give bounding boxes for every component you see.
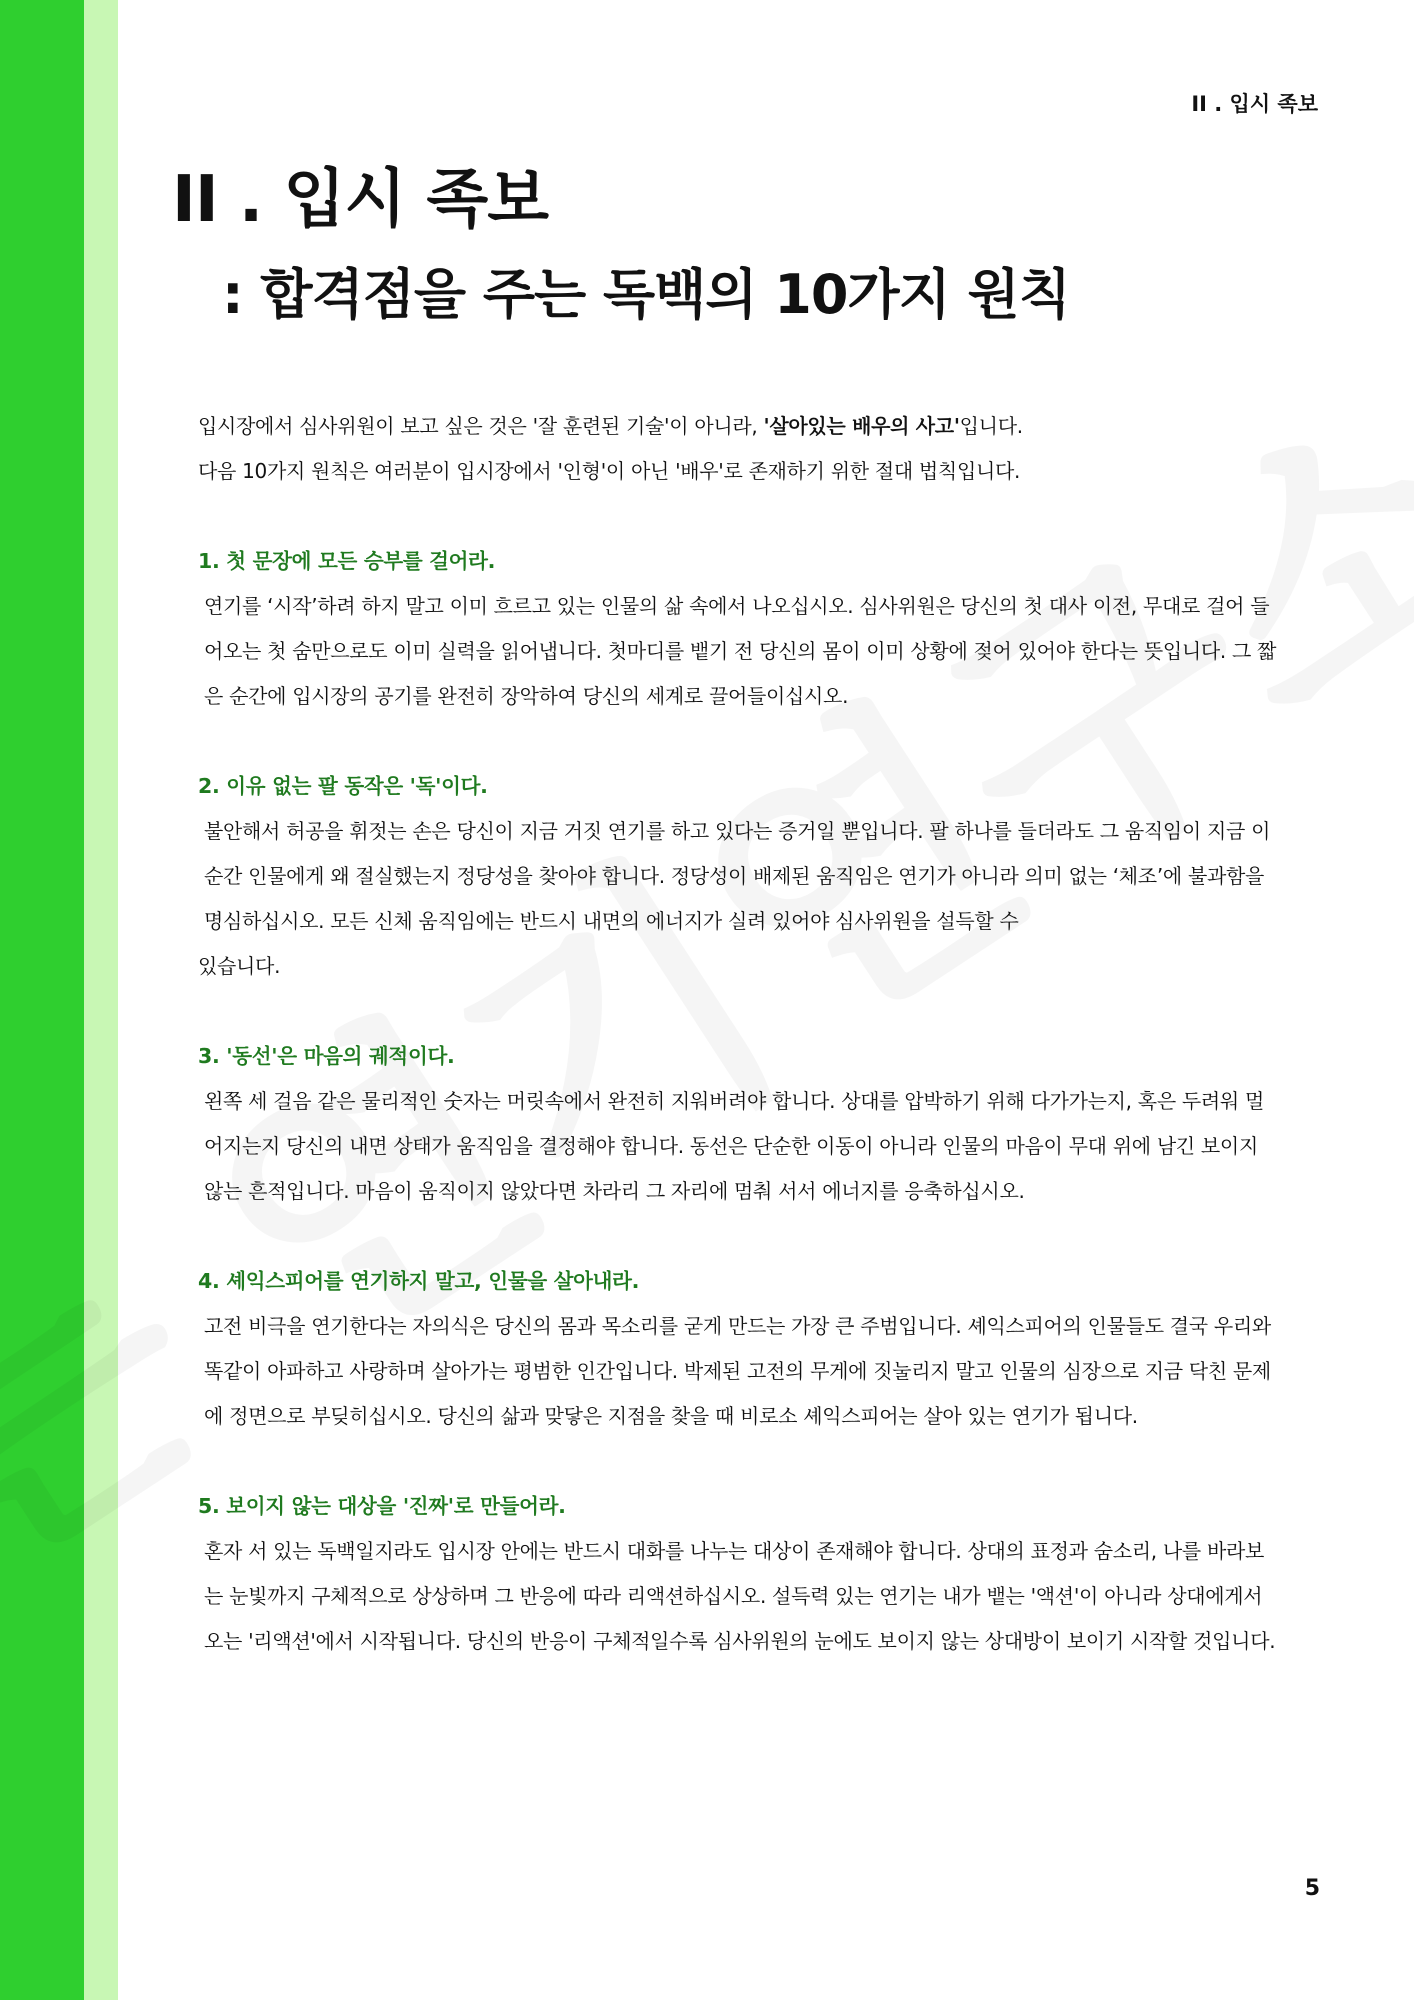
principle-1 bbox=[198, 539, 1280, 719]
principle-body: 불안해서 허공을 휘젓는 손은 당신이 지금 거짓 연기를 하고 있다는 증거일 뿐입니다. 팔 하나를 들더라도 그 움직임이 지금 이 순간 인물에게 왜 절실했는지 정당성을 찾아야 합니다. 정당성이 배제된 움직임은 연기가 아니라 의미 없는 ‘체조’에 불과함을 명심하십시오. 모든 신체 움직임에는 반드시 내면의 에너지가 실려 있어야 심사위원을 설득할 수 bbox=[204, 819, 1271, 933]
principle-body: 왼쪽 세 걸음 같은 물리적인 숫자는 머릿속에서 완전히 지워버려야 합니다. 상대를 압박하기 위해 다가가는지, 혹은 두려워 멀어지는지 당신의 내면 상태가 움직임을 결정해야 합니다. 동선은 단순한 이동이 아니라 인물의 마음이 무대 위에 남긴 보이지 않는 흔적입니다. 마음이 움직이지 않았다면 차라리 그 자리에 멈춰 서서 에너지를 응축하십시오. bbox=[204, 1089, 1265, 1203]
principle-title: 1. 첫 문장에 모든 승부를 걸어라. bbox=[198, 549, 496, 573]
left-accent-stripe bbox=[84, 0, 118, 2000]
page-subtitle: : 합격점을 주는 독백의 10가지 원칙 bbox=[222, 263, 1070, 326]
principle-title: 3. '동선'은 마음의 궤적이다. bbox=[198, 1044, 455, 1068]
intro-paragraph bbox=[198, 404, 1280, 494]
intro-text-second: 다음 10가지 원칙은 여러분이 입시장에서 '인형'이 아닌 '배우'로 존재하기 위한 절대 법칙입니다. bbox=[198, 459, 1021, 483]
principle-3 bbox=[198, 1034, 1280, 1214]
document-body bbox=[198, 404, 1280, 1709]
page-number: 5 bbox=[1304, 1876, 1320, 1901]
principle-title: 5. 보이지 않는 대상을 '진짜'로 만들어라. bbox=[198, 1494, 566, 1518]
principle-body: 연기를 ‘시작’하려 하지 말고 이미 흐르고 있는 인물의 삶 속에서 나오십시오. 심사위원은 당신의 첫 대사 이전, 무대로 걸어 들어오는 첫 숨만으로도 이미 실력을 읽어냅니다. 첫마디를 뱉기 전 당신의 몸이 이미 상황에 젖어 있어야 한다는 뜻입니다. 그 짧은 순간에 입시장의 공기를 완전히 장악하여 당신의 세계로 끌어들이십시오. bbox=[204, 594, 1277, 708]
left-accent-bar bbox=[0, 0, 84, 2000]
running-header: II . 입시 족보 bbox=[1191, 92, 1318, 116]
principle-2 bbox=[198, 764, 1280, 989]
principle-body: 고전 비극을 연기한다는 자의식은 당신의 몸과 목소리를 굳게 만드는 가장 큰 주범입니다. 셰익스피어의 인물들도 결국 우리와 똑같이 아파하고 사랑하며 살아가는 평범한 인간입니다. 박제된 고전의 무게에 짓눌리지 말고 인물의 심장으로 지금 닥친 문제에 정면으로 부딪히십시오. 당신의 삶과 맞닿은 지점을 찾을 때 비로소 셰익스피어는 살아 있는 연기가 됩니다. bbox=[204, 1314, 1271, 1428]
principle-4 bbox=[198, 1259, 1280, 1439]
intro-text: 입시장에서 심사위원이 보고 싶은 것은 '잘 훈련된 기술'이 아니라, bbox=[198, 414, 764, 438]
intro-text-end: 입니다. bbox=[959, 414, 1023, 438]
principle-body-tail: 있습니다. bbox=[198, 954, 281, 978]
principle-title: 2. 이유 없는 팔 동작은 '독'이다. bbox=[198, 774, 488, 798]
principle-title: 4. 셰익스피어를 연기하지 말고, 인물을 살아내라. bbox=[198, 1269, 640, 1293]
intro-emphasis: '살아있는 배우의 사고' bbox=[763, 414, 960, 438]
principle-5 bbox=[198, 1484, 1280, 1664]
principle-body: 혼자 서 있는 독백일지라도 입시장 안에는 반드시 대화를 나누는 대상이 존재해야 합니다. 상대의 표정과 숨소리, 나를 바라보는 눈빛까지 구체적으로 상상하며 그 반응에 따라 리액션하십시오. 설득력 있는 연기는 내가 뱉는 '액션'이 아니라 상대에게서 오는 '리액션'에서 시작됩니다. 당신의 반응이 구체적일수록 심사위원의 눈에도 보이지 않는 상대방이 보이기 시작할 것입니다. bbox=[204, 1539, 1276, 1653]
page-title: II . 입시 족보 bbox=[172, 163, 549, 237]
